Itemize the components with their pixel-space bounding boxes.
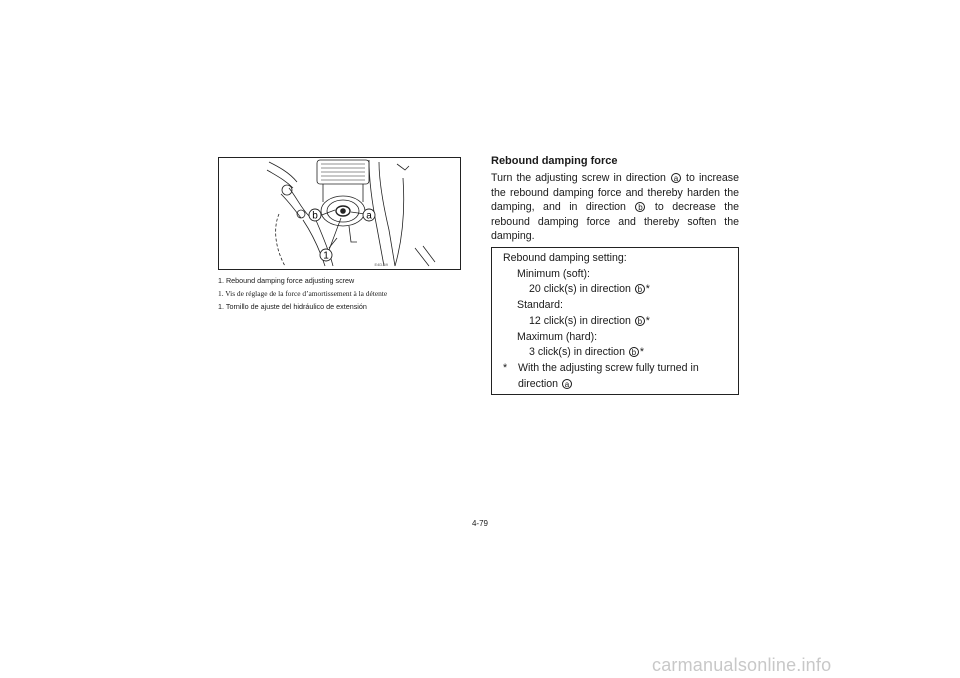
std-value: 12 click(s) in direction b * — [529, 314, 650, 327]
max-value: 3 click(s) in direction b * — [529, 346, 645, 359]
std-label: Standard: — [517, 299, 563, 312]
damping-settings-box — [491, 247, 739, 395]
min-value: 20 click(s) in direction b * — [529, 283, 650, 296]
direction-b-symbol: b — [635, 316, 645, 326]
caption-spanish: 1. Tornillo de ajuste del hidráulico de extensión — [218, 302, 367, 311]
caption-english: 1. Rebound damping force adjusting screw — [218, 276, 355, 285]
direction-a-symbol: a — [562, 379, 572, 389]
footnote-line-1: With the adjusting screw fully turned in — [518, 361, 699, 374]
section-paragraph — [491, 171, 739, 244]
settings-footnote — [503, 361, 738, 392]
callout-1-label: 1 — [323, 250, 329, 262]
footnote-line-2: direction a — [518, 377, 738, 393]
max-label: Maximum (hard): — [517, 330, 598, 343]
callout-b-label: b — [312, 210, 318, 222]
caption-french: 1. Vis de réglage de la force d’amortissement à la détente — [218, 289, 388, 298]
min-label: Minimum (soft): — [517, 267, 590, 280]
page-number: 4-79 — [471, 519, 488, 528]
para-text-3: to decrease the rebound damping force and thereby soften the damping. — [491, 201, 739, 243]
rebound-section — [491, 154, 739, 244]
direction-b-symbol: b — [629, 347, 639, 357]
figure-captions — [218, 276, 478, 315]
direction-b-symbol: b — [635, 284, 645, 294]
para-text-2: to increase the rebound damping force and thereby harden the damping, and in direction — [491, 172, 739, 214]
rebound-adjuster-illustration — [218, 157, 461, 270]
watermark-text: carmanualsonline.info — [652, 655, 832, 675]
para-text-1: Turn the adjusting screw in direction — [491, 172, 670, 184]
section-heading: Rebound damping force — [491, 155, 618, 167]
callout-a-label: a — [366, 210, 372, 222]
figure-code: E4D-59 — [374, 262, 388, 267]
footnote-star: * — [503, 361, 508, 374]
settings-title: Rebound damping setting: — [503, 252, 627, 264]
direction-b-symbol: b — [635, 202, 645, 212]
direction-a-symbol: a — [671, 173, 681, 183]
shock-absorber-drawing — [219, 158, 460, 269]
